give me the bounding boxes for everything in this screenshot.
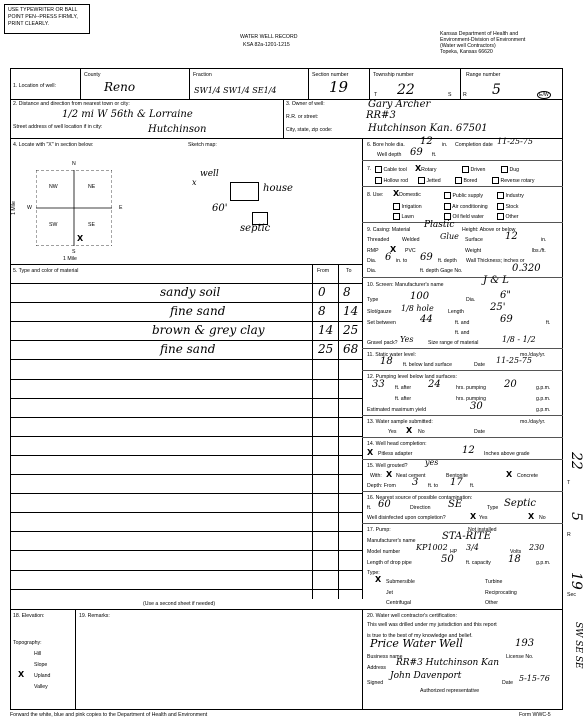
materials-rule: [10, 321, 362, 322]
completion-label: Completion date: [455, 142, 493, 148]
materials-rule: [10, 417, 362, 418]
pump-submersible-mark: X: [375, 575, 382, 584]
sketch-label: Sketch map:: [188, 142, 217, 148]
gravel-size: 1/8 - 1/2: [502, 335, 536, 344]
casing-weight-unit: lbs./ft.: [532, 248, 546, 254]
pump-type-label: Type:: [367, 570, 380, 576]
material-from: 25: [318, 342, 334, 357]
pump-volts: 230: [529, 543, 545, 552]
head-pitless: Pitless adapter: [378, 451, 413, 457]
use-other: Other: [497, 213, 518, 220]
pump-drop-label: Length of drop pipe: [367, 560, 412, 566]
cert-text-1: This well was drilled under my jurisdiction and this report: [367, 622, 497, 628]
topo-valley: Valley: [34, 684, 48, 690]
materials-rule: [10, 302, 362, 303]
pump-volts-label: Volts: [510, 549, 522, 555]
range-r: R: [463, 92, 467, 98]
tool-rotary-mark: X: [415, 164, 422, 173]
contamination-dist: 60: [378, 499, 391, 510]
margin-frac: SW SE SE: [573, 622, 583, 669]
pumping-est-unit: g.p.m.: [536, 407, 551, 413]
agency-line-3: (Water well Contractors): [440, 43, 496, 49]
head-height: 12: [462, 445, 475, 456]
grouted-concrete: Concrete: [517, 473, 539, 479]
margin-notes: [564, 452, 584, 712]
cert-business: Price Water Well: [370, 637, 463, 650]
casing-wall-label: Wall Thickness; inches or: [466, 258, 525, 264]
pumping-hrs: 24: [428, 379, 441, 390]
cert-label: 20. Water well contractor's certification:: [367, 613, 457, 619]
form-statute: KSA 82a-1201-1215: [243, 42, 290, 48]
margin-r-label: R: [567, 532, 571, 538]
grid-n: N: [72, 161, 76, 167]
topo-slope: Slope: [34, 662, 48, 668]
grouted-concrete-mark: X: [506, 470, 513, 479]
use-stock: Stock: [497, 203, 518, 210]
screen-set-from: 44: [420, 314, 433, 325]
grid-mark: X: [77, 234, 84, 243]
material-to: 25: [343, 323, 359, 338]
pump-recip: Reciprocating: [485, 590, 517, 596]
cert-date: 5-15-76: [519, 674, 550, 683]
topo-hill: Hill: [34, 651, 42, 657]
materials-rule: [10, 474, 362, 475]
material-from: 0: [318, 285, 326, 299]
sample-unit: mo./day/yr.: [520, 419, 546, 425]
screen-label: 10. Screen: Manufacturer's name: [367, 282, 444, 288]
casing-pvc: PVC: [405, 248, 416, 254]
tool-label: 7.: [367, 166, 372, 172]
static-date: 11-25-75: [496, 356, 532, 365]
casing-surface-in: in.: [541, 237, 547, 243]
completion-value: 11-25-75: [497, 137, 533, 146]
screen-length: 25': [490, 302, 506, 313]
static-label: 11. Static water level:: [367, 352, 416, 358]
casing-label: 9. Casing: Material: [367, 227, 411, 233]
tool-driven: Driven: [462, 166, 485, 173]
use-air: Air conditioning: [444, 203, 488, 210]
use-label: 8. Use:: [367, 192, 384, 198]
disinfected-mark: X: [470, 512, 477, 521]
depth-ft: ft.: [432, 152, 437, 158]
gravel-size-label: Size range of material: [428, 340, 479, 346]
screen-length-label: Length: [448, 309, 464, 315]
pumping-label: 12. Pumping level below land surfaces:: [367, 374, 457, 380]
casing-weight-label: Weight: [465, 248, 482, 254]
gravel-value: Yes: [400, 335, 414, 344]
casing-glue: Glue: [440, 232, 459, 241]
owner-rr-label: R.R. or street:: [286, 114, 319, 120]
materials-rule: [10, 531, 362, 532]
screen-slot: 1/8 hole: [401, 304, 434, 313]
locate-label: 4. Locate with "X" in section below:: [13, 142, 94, 148]
grouted-neat: Neat cement: [396, 473, 426, 479]
casing-dia: 6: [385, 252, 392, 263]
casing-material: Plastic: [424, 220, 455, 230]
pump-turbine: Turbine: [485, 579, 503, 585]
pump-hp: 3/4: [466, 543, 479, 552]
pump-mfr-label: Manufacturer's name: [367, 538, 416, 544]
grouted-with: With:: [370, 473, 382, 479]
footer-form: Form WWC-5: [519, 712, 551, 718]
fraction-value: SW1/4 SW1/4 SE1/4: [194, 86, 277, 95]
screen-dia-label: Dia.: [466, 297, 476, 303]
screen-type-label: Type: [367, 297, 379, 303]
contamination-direction: SE: [448, 499, 463, 510]
pumping-est-label: Estimated maximum yield: [367, 407, 427, 413]
grouted-neat-mark: X: [386, 470, 393, 479]
street-value: Hutchinson: [148, 124, 207, 135]
section-label: Section number: [312, 72, 349, 78]
casing-pvc-mark: X: [390, 245, 397, 254]
bore-label: 6. Bore hole dia.: [367, 142, 405, 148]
casing-gage-label: ft. depth Gage No.: [420, 268, 463, 274]
location-label: 1. Location of well:: [13, 83, 56, 89]
materials-rule: [10, 379, 362, 380]
cert-business-label: Business name: [367, 654, 403, 660]
static-below: ft. below land surface: [403, 362, 453, 368]
head-mark: X: [367, 448, 374, 457]
screen-dia: 6": [500, 290, 511, 301]
use-public: Public supply: [444, 192, 483, 199]
material-type: fine sand: [170, 304, 226, 319]
use-domestic: XDomestic: [393, 189, 421, 198]
sketch-house: [230, 182, 259, 201]
materials-rule: [10, 436, 362, 437]
county-value: Reno: [104, 80, 136, 94]
material-to: 14: [343, 304, 359, 319]
sketch-house-label: house: [263, 183, 293, 194]
margin-t: 22: [568, 452, 584, 470]
grid-w: W: [27, 205, 32, 211]
pump-centrifugal: Centrifugal: [386, 600, 412, 606]
cert-address-label: Address: [367, 665, 387, 671]
use-industry: Industry: [497, 192, 524, 199]
materials-second-sheet: (Use a second sheet if needed): [143, 601, 216, 607]
disinfected-no-mark: X: [528, 512, 535, 521]
screen-mfr: J & L: [483, 275, 509, 286]
pump-other: Other: [485, 600, 498, 606]
pump-mfr: STA-RITE: [442, 531, 492, 542]
distance-value: 1/2 mi W 56th & Lorraine: [62, 109, 193, 120]
owner-label: 3. Owner of well:: [286, 101, 325, 107]
grid-ne: NE: [88, 184, 96, 190]
pumping-gpm-unit-2: g.p.m.: [536, 396, 551, 402]
grid-s: S: [72, 249, 76, 255]
township-s: S: [448, 92, 452, 98]
bore-dia: 12: [420, 136, 433, 147]
cert-text-2: is true to the best of my knowledge and belief.: [367, 633, 473, 639]
material-type: fine sand: [160, 342, 216, 357]
casing-to: in. to: [396, 258, 408, 264]
footer-text: Forward the white, blue and pink copies to the Department of Health and Environment: [10, 712, 208, 718]
materials-rule: [10, 340, 362, 341]
topo-upland: Upland: [34, 673, 51, 679]
materials-rule: [10, 398, 362, 399]
agency-line-1: Kansas Department of Health and: [440, 31, 519, 37]
pump-model-label: Model number: [367, 549, 401, 555]
pumping-gpm-unit: g.p.m.: [536, 385, 551, 391]
tool-rotary: XRotary: [415, 164, 437, 173]
material-type: sandy soil: [160, 285, 221, 299]
agency-line-2: Environment-Division of Environment: [440, 37, 526, 43]
materials-rule: [10, 570, 362, 571]
range-value: 5: [492, 82, 501, 98]
use-lawn: Lawn: [393, 213, 414, 220]
material-to: 8: [343, 285, 351, 299]
sample-date: Date: [474, 429, 485, 435]
gravel-label: Gravel pack?: [367, 340, 398, 346]
grid-nw: NW: [49, 184, 58, 190]
grid-sw: SW: [49, 222, 58, 228]
casing-gage: 0.320: [512, 263, 541, 274]
grouted-label: 15. Well grouted?: [367, 463, 408, 469]
contamination-ft: ft.: [367, 505, 372, 511]
cert-signed: John Davenport: [390, 671, 462, 681]
agency-block: [440, 31, 525, 55]
instructions-box: [4, 4, 90, 34]
section-value: 19: [329, 78, 349, 96]
cert-signed-label: Signed: [367, 680, 384, 686]
tool-jetted: Jetted: [418, 177, 441, 184]
screen-type: 100: [410, 291, 430, 302]
sample-no-mark: X: [406, 426, 413, 435]
tool-reverse: Reverse rotary: [492, 177, 534, 184]
township-label: Township number: [373, 72, 414, 78]
grid-se: SE: [88, 222, 95, 228]
materials-rule: [10, 589, 362, 590]
contamination-direction-label: Direction: [410, 505, 431, 511]
grouted-bentonite: Bentonite: [446, 473, 468, 479]
owner-city: Hutchinson Kan. 67501: [368, 123, 488, 134]
elevation-label: 18. Elevation:: [13, 613, 45, 619]
township-t: T: [374, 92, 378, 98]
head-inches: Inches above grade: [484, 451, 530, 457]
county-label: County: [84, 72, 101, 78]
instructions-line-3: PRINT CLEARLY.: [8, 21, 49, 27]
grouted-depth-label: Depth: From: [367, 483, 396, 489]
materials-from-label: From: [317, 268, 330, 274]
topography-label: Topography:: [13, 640, 42, 646]
pumping-gpm: 20: [504, 379, 517, 390]
static-level: 18: [380, 356, 393, 367]
grid-mile-h: 1 Mile: [63, 256, 77, 262]
pumping-level: 33: [372, 379, 385, 390]
pump-capacity-unit: g.p.m.: [536, 560, 551, 566]
disinfected-yes: Yes: [479, 515, 488, 521]
material-type: brown & grey clay: [152, 323, 265, 338]
pump-capacity: 18: [508, 554, 521, 565]
use-irrigation: Irrigation: [393, 203, 422, 210]
contamination-label: 16. Nearest source of possible contamination:: [367, 495, 473, 501]
range-ew: E/W: [539, 92, 549, 98]
screen-ft: ft.: [546, 320, 551, 326]
depth-value: 69: [410, 147, 423, 158]
casing-dia2: Dia.: [367, 268, 377, 274]
materials-label: 5. Type and color of material: [13, 268, 79, 274]
grouted-value: yes: [425, 458, 439, 467]
cert-date-label: Date: [502, 680, 513, 686]
casing-height-label: Height: Above or below: [462, 227, 516, 233]
bore-in: in.: [442, 142, 448, 148]
grouted-to-label: ft. to: [428, 483, 439, 489]
material-from: 14: [318, 323, 334, 338]
pump-hp-label: HP: [450, 549, 458, 555]
owner-name: Gary Archer: [368, 99, 431, 110]
casing-rmp: RMP: [367, 248, 379, 254]
margin-t-label: T: [567, 480, 571, 486]
pumping-after: ft. after: [395, 385, 412, 391]
screen-slot-label: Slot/gauze: [367, 309, 392, 315]
materials-rule: [10, 512, 362, 513]
sketch-septic-label: septic: [240, 223, 271, 234]
pumping-hrs-label-2: hrs. pumping: [456, 396, 486, 402]
sample-yes: Yes: [388, 429, 397, 435]
materials-rule: [10, 550, 362, 551]
sample-no: No: [418, 429, 425, 435]
grouted-to: 17: [450, 477, 463, 488]
grid-mile-v: 1 Mile: [10, 201, 17, 215]
margin-sec-label: Sec: [567, 592, 576, 598]
topo-upland-mark: X: [18, 670, 25, 679]
casing-surface-label: Surface: [465, 237, 483, 243]
screen-ft-and: ft. and: [455, 320, 470, 326]
owner-rr: RR#3: [366, 110, 396, 121]
pumping-est: 30: [470, 401, 483, 412]
materials-rule: [10, 455, 362, 456]
agency-line-4: Topeka, Kansas 66620: [440, 49, 493, 55]
head-label: 14. Well head completion:: [367, 441, 427, 447]
pump-not-installed: Not installed: [468, 527, 497, 533]
casing-welded: Welded: [402, 237, 420, 243]
material-to: 68: [343, 342, 359, 357]
screen-set-to: 69: [500, 314, 513, 325]
instructions-line-2: POINT PEN--PRESS FIRMLY,: [8, 14, 78, 20]
margin-r: 5: [568, 512, 584, 521]
casing-to-depth: 69: [420, 252, 433, 263]
screen-set-label: Set between: [367, 320, 396, 326]
pump-label: 17. Pump:: [367, 527, 391, 533]
grouted-ft: ft.: [470, 483, 475, 489]
depth-label: Well depth: [377, 152, 402, 158]
contamination-type: Septic: [504, 498, 536, 509]
range-label: Range number: [466, 72, 501, 78]
fraction-label: Fraction: [193, 72, 212, 78]
pumping-after-2: ft. after: [395, 396, 412, 402]
cert-rep: Authorized representative: [420, 688, 480, 694]
margin-sec: 19: [568, 572, 584, 590]
tool-cable: Cable tool: [375, 166, 407, 173]
use-domestic-mark: X: [393, 189, 400, 198]
pumping-hrs-label: hrs. pumping: [456, 385, 486, 391]
township-value: 22: [397, 82, 415, 98]
static-unit: mo./day/yr.: [520, 352, 546, 358]
contamination-type-label: Type: [487, 505, 499, 511]
street-label: Street address of well location if in city:: [13, 124, 103, 130]
casing-surface: 12: [505, 231, 518, 242]
tool-bored: Bored: [455, 177, 477, 184]
sketch-well: well: [200, 169, 219, 179]
disinfected-no: No: [539, 515, 546, 521]
cert-license-label: License No.: [506, 654, 534, 660]
use-oil: Oil field water: [444, 213, 484, 220]
sketch-dist: 60': [212, 203, 228, 214]
screen-ft-and-2: ft. and: [455, 330, 470, 336]
cert-address: RR#3 Hutchinson Kan: [396, 658, 500, 668]
material-from: 8: [318, 304, 326, 319]
materials-to-label: To: [346, 268, 352, 274]
pump-jet: Jet: [386, 590, 393, 596]
pump-drop: 50: [441, 554, 454, 565]
materials-rule: [10, 493, 362, 494]
materials-rule: [10, 359, 362, 360]
pump-capacity-label: ft. capacity: [466, 560, 491, 566]
tool-hollow: Hollow rod: [375, 177, 408, 184]
form-title: WATER WELL RECORD: [240, 34, 298, 40]
owner-city-label: City, state, zip code:: [286, 127, 333, 133]
pump-model: KP1002: [416, 543, 448, 552]
casing-dia-label: Dia.: [367, 258, 377, 264]
section-grid: [36, 170, 112, 246]
pump-submersible: Submersible: [386, 579, 415, 585]
grid-e: E: [119, 205, 123, 211]
disinfected-label: Well disinfected upon completion?: [367, 515, 446, 521]
distance-label: 2. Distance and direction from nearest town or city:: [13, 101, 130, 107]
tool-dug: Dug: [501, 166, 519, 173]
static-date-label: Date: [474, 362, 485, 368]
cert-license: 193: [515, 638, 535, 649]
instructions-line-1: USE TYPEWRITER OR BALL: [8, 7, 78, 13]
sketch-x: x: [192, 178, 197, 187]
remarks-label: 19. Remarks:: [79, 613, 110, 619]
casing-ft-depth: ft. depth: [438, 258, 457, 264]
grouted-from: 3: [412, 477, 419, 488]
casing-threaded: Threaded: [367, 237, 390, 243]
sample-label: 13. Water sample submitted:: [367, 419, 433, 425]
